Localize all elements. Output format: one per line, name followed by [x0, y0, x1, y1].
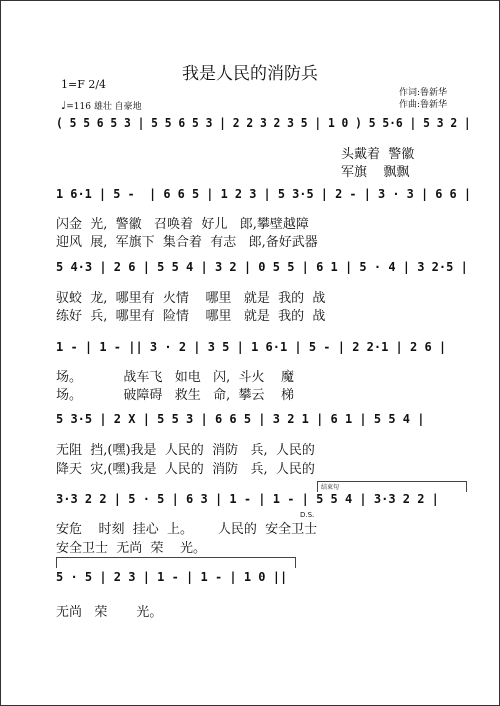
lyric-line: 闪金 光, 警徽 召唤着 好儿 郎,攀壁越障 — [56, 217, 309, 232]
lyric-line: 场。 战车飞 如电 闪, 斗火 魔 — [56, 370, 295, 385]
lyric-line: 练好 兵, 哪里有 险情 哪里 就是 我的 战 — [56, 309, 326, 324]
score-system-1 — [56, 113, 471, 136]
lyric-line: 迎风 展, 军旗下 集合着 有志 郎,备好武器 — [56, 235, 318, 250]
lyric-line: 无阻 挡,(嘿)我是 人民的 消防 兵, 人民的 — [56, 443, 315, 458]
coda-label: 结束句 — [321, 484, 340, 491]
composer: 作曲:鲁新华 — [399, 100, 448, 110]
notes-line: 5 4·3 | 2 6 | 5 5 4 | 3 2 | 0 5 5 | 6 1 | 5 · 4 | 3 2·5 | — [56, 260, 468, 274]
lyric-line: 安危 时刻 挂心 上。 人民的 安全卫士 — [56, 522, 318, 537]
score-system-2 — [56, 184, 471, 207]
ds-mark: D.S. — [300, 511, 315, 519]
key-signature: 1=F 2/4 — [61, 78, 107, 91]
notes-line: 1 6·1 | 5 - | 6 6 5 | 1 2 3 | 5 3·5 | 2 - | 3 · 3 | 6 6 | — [56, 187, 472, 201]
notes-line: 3·3 2 2 | 5 · 5 | 6 3 | 1 - | 1 - | 5 5 4 | 3·3 2 2 | — [56, 492, 439, 506]
lyricist: 作词:鲁新华 — [399, 88, 448, 98]
song-title: 我是人民的消防兵 — [182, 64, 318, 84]
notes-line: 1 - | 1 - || 3 · 2 | 3 5 | 1 6·1 | 5 - | 2 2·1 | 2 6 | — [56, 340, 447, 354]
lyric-line: 驭蛟 龙, 哪里有 火情 哪里 就是 我的 战 — [56, 291, 326, 306]
lyric-line: 军旗 飘飘 — [341, 165, 410, 180]
quarter-note-icon: ♩ — [61, 99, 67, 112]
lyric-line: 场。 破障碍 救生 命, 攀云 梯 — [56, 388, 295, 403]
lyric-line: 降天 灾,(嘿)我是 人民的 消防 兵, 人民的 — [56, 462, 315, 477]
notes-line: 5 · 5 | 2 3 | 1 - | 1 - | 1 0 || — [56, 570, 288, 584]
style-marking: 雄壮 自豪地 — [93, 102, 142, 112]
score-system-5 — [56, 409, 471, 432]
lyric-line: 头戴着 警徽 — [341, 147, 415, 162]
score-system-4 — [56, 337, 471, 360]
lyric-line: 安全卫士 无尚 荣 光。 — [56, 541, 207, 556]
score-system-3 — [56, 257, 471, 280]
notes-line: ( 5 5 6 5 3 | 5 5 6 5 3 | 2 2 3 2 3 5 | 1 0 ) 5 5·6 | 5 3 2 | — [56, 116, 471, 130]
score-system-7 — [56, 567, 316, 590]
tempo-marking: ♩=116 雄壮 自豪地 — [61, 99, 142, 112]
score-system-6 — [56, 489, 471, 512]
notes-line: 5 3·5 | 2 X | 5 5 3 | 6 6 5 | 3 2 1 | 6 1 | 5 5 4 | — [56, 412, 425, 426]
lyric-line: 无尚 荣 光。 — [56, 605, 163, 620]
